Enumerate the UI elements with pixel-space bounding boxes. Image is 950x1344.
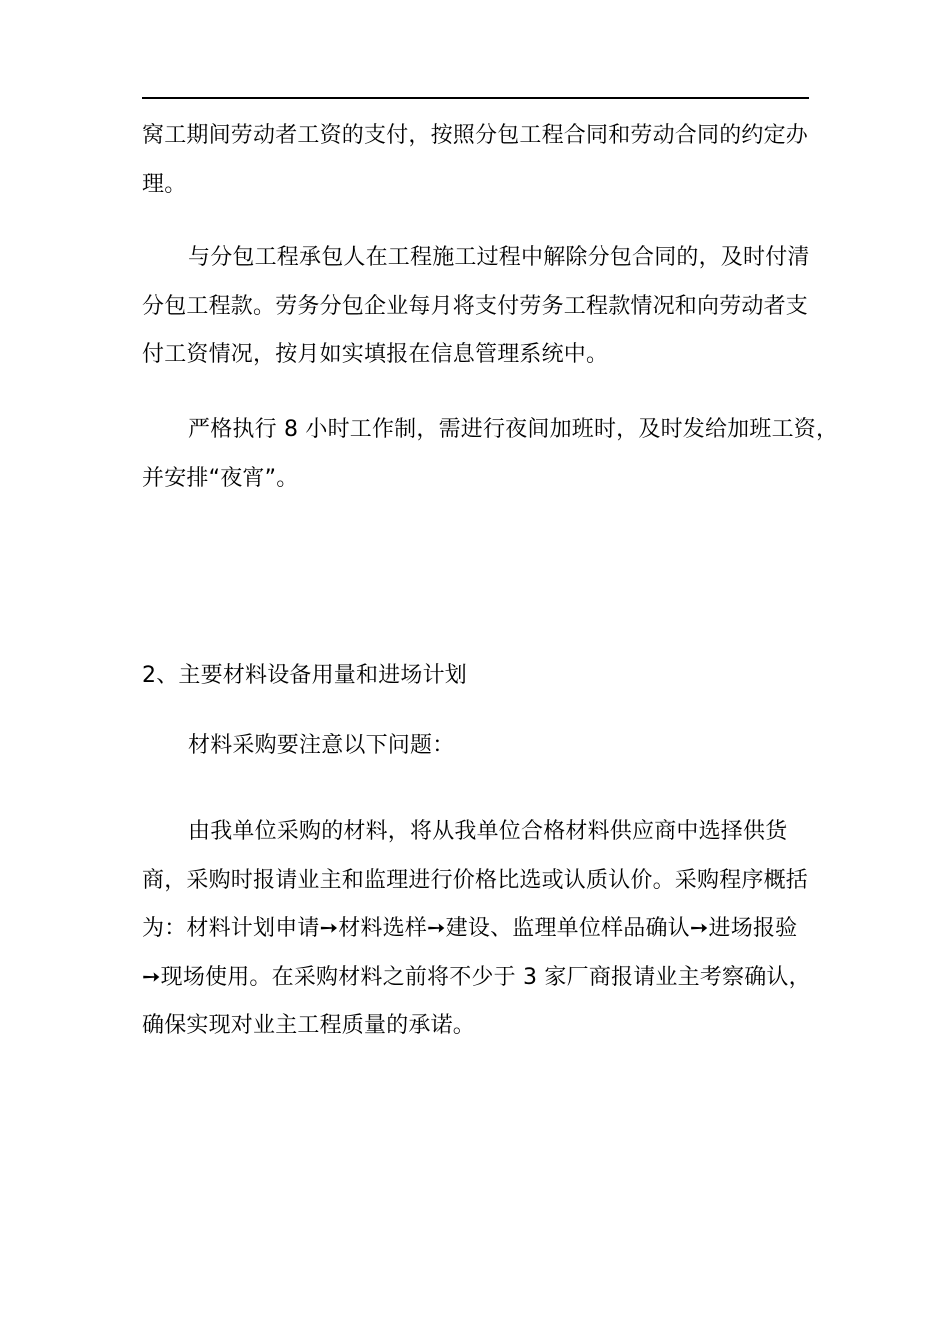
- text-line: 付工资情况，按月如实填报在信息管理系统中。: [142, 342, 609, 367]
- section-heading: [142, 652, 810, 701]
- text-line: 并安排“夜宵”。: [142, 465, 299, 491]
- text-line: 窝工期间劳动者工资的支付，按照分包工程合同和劳动合同的约定办: [142, 123, 809, 148]
- paragraph-purchase-procedure: [142, 808, 810, 1051]
- header-rule: [142, 97, 809, 99]
- text-line: 严格执行 8 小时工作制，需进行夜间加班时，及时发给加班工资，: [188, 417, 839, 442]
- paragraph-wage-payment: [142, 112, 810, 209]
- text-line: 确保实现对业主工程质量的承诺。: [142, 1013, 476, 1038]
- text-line: 商，采购时报请业主和监理进行价格比选或认质认价。采购程序概括: [142, 867, 809, 893]
- paragraph-purchase-intro: [142, 722, 810, 771]
- text-line: 材料采购要注意以下问题：: [188, 733, 455, 758]
- text-line: 理。: [142, 171, 187, 197]
- text-line: ➙现场使用。在采购材料之前将不少于 3 家厂商报请业主考察确认，: [142, 964, 811, 990]
- section-title: 2、主要材料设备用量和进场计划: [142, 663, 467, 688]
- paragraph-subcontract-termination: [142, 234, 810, 380]
- paragraph-working-hours: [142, 406, 839, 503]
- text-line: 分包工程款。劳务分包企业每月将支付劳务工程款情况和向劳动者支: [142, 293, 809, 319]
- text-line: 为：材料计划申请➙材料选样➙建设、监理单位样品确认➙进场报验: [142, 916, 798, 941]
- text-line: 与分包工程承包人在工程施工过程中解除分包合同的，及时付清: [188, 245, 810, 270]
- text-line: 由我单位采购的材料，将从我单位合格材料供应商中选择供货: [188, 819, 788, 844]
